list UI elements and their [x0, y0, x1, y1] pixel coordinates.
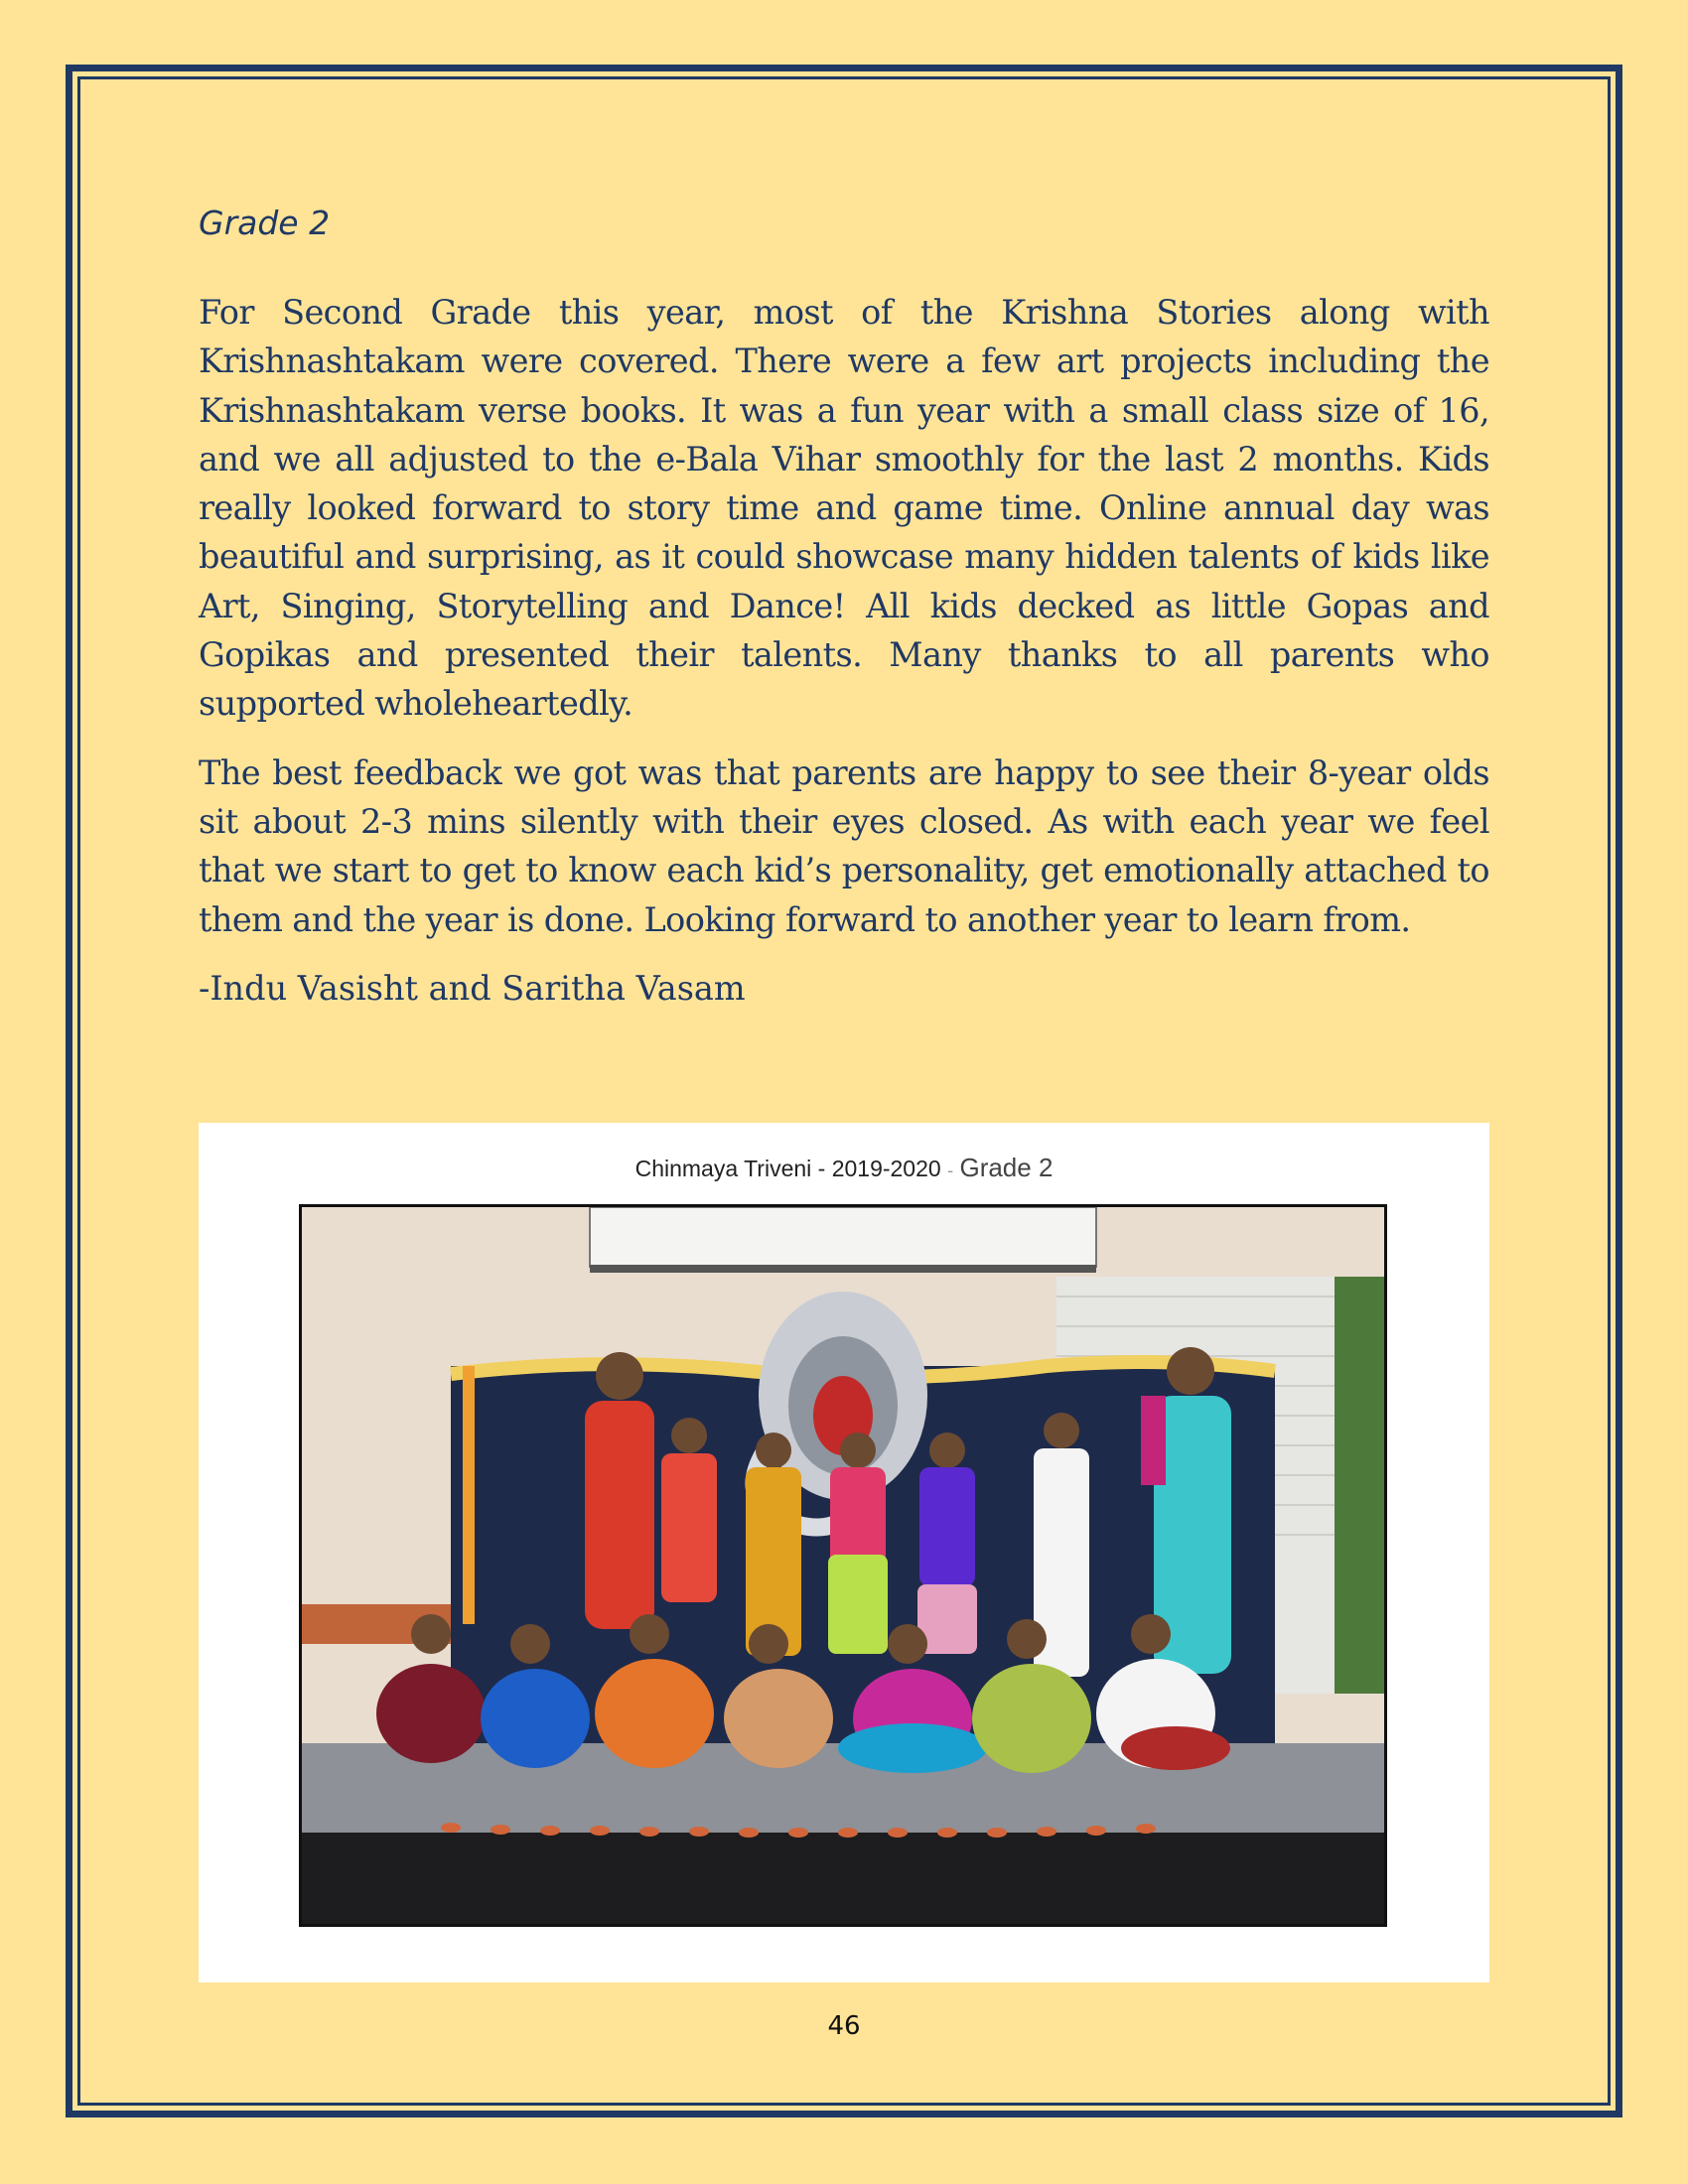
- paragraph-2: The best feedback we got was that parents are happy to see their 8-year olds sit about 2-3 mins silently with their eyes closed. As with each year we feel that we start to get to know each kid’s personality, get emotionally attached to them and the year is done. Looking forward to another year to learn from.: [199, 752, 1489, 939]
- page-number: 46: [827, 2011, 861, 2041]
- class-photo-frame: [199, 1123, 1489, 1982]
- paragraph-1: For Second Grade this year, most of the Krishna Stories along with Krishnashtakam were covered. There were a few art projects including the Krishnashtakam verse books. It was a fun year with a small class size of 16, and we all adjusted to the e-Bala Vihar smoothly for the last 2 months. Kids really looked forward to story time and game time. Online annual day was beautiful and surprising, as it could showcase many hidden talents of kids like Art, Singing, Storytelling and Dance! All kids decked as little Gopas and Gopikas and presented their talents. Many thanks to all parents who supported wholeheartedly.: [199, 293, 1489, 724]
- photo-caption: [199, 1153, 1489, 1183]
- class-group-photo: [299, 1204, 1387, 1927]
- group-photo-illustration: [302, 1207, 1384, 1924]
- section-heading: Grade 2: [199, 204, 331, 242]
- author-signature: -Indu Vasisht and Saritha Vasam: [199, 968, 746, 1008]
- photo-caption-grade: Grade 2: [959, 1153, 1054, 1182]
- article-content: [199, 199, 1489, 1013]
- photo-caption-main: Chinmaya Triveni - 2019-2020: [634, 1156, 941, 1181]
- photo-caption-separator: -: [947, 1160, 954, 1180]
